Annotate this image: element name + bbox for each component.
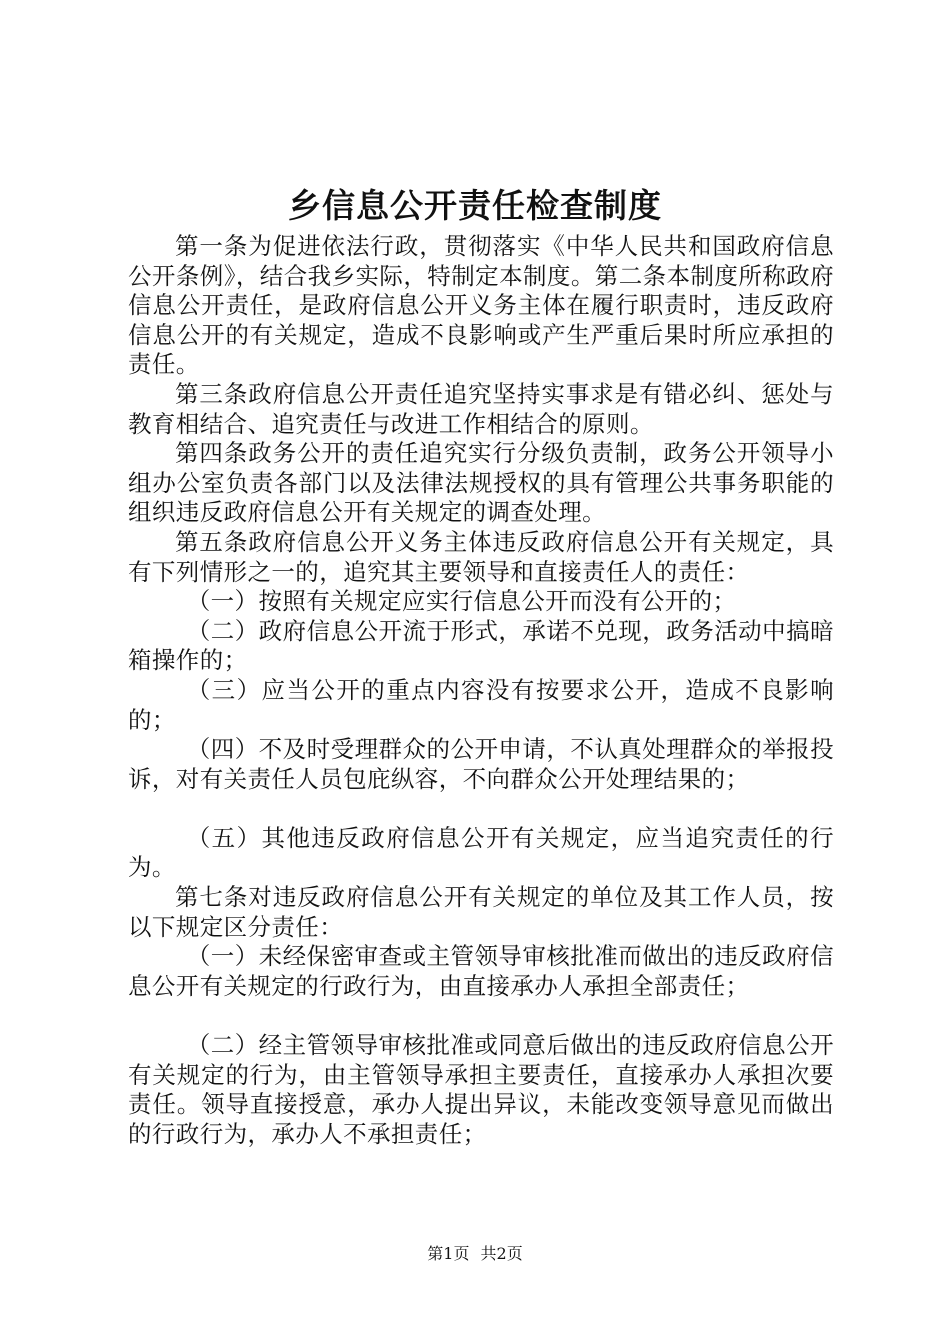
page-footer <box>0 1244 950 1264</box>
list-item: （五）其他违反政府信息公开有关规定，应当追究责任的行为。 <box>128 823 834 882</box>
paragraph: 第三条政府信息公开责任追究坚持实事求是有错必纠、惩处与教育相结合、追究责任与改进工作相结合的原则。 <box>128 379 834 438</box>
list-item: （一）按照有关规定应实行信息公开而没有公开的； <box>186 587 737 616</box>
blank-line <box>128 794 834 824</box>
paragraph: 第四条政务公开的责任追究实行分级负责制，政务公开领导小组办公室负责各部门以及法律法规授权的具有管理公共事务职能的组织违反政府信息公开有关规定的调查处理。 <box>128 439 834 527</box>
blank-line <box>128 1001 834 1031</box>
paragraph: 第五条政府信息公开义务主体违反政府信息公开有关规定，具有下列情形之一的，追究其主要领导和直接责任人的责任： <box>128 527 834 586</box>
list-item: （二）经主管领导审核批准或同意后做出的违反政府信息公开有关规定的行为，由主管领导承担主要责任，直接承办人承担次要责任。领导直接授意，承办人提出异议，未能改变领导意见而做出的行政行为，承办人不承担责任； <box>128 1031 834 1148</box>
list-item: （四）不及时受理群众的公开申请，不认真处理群众的举报投诉，对有关责任人员包庇纵容，不向群众公开处理结果的； <box>128 735 834 793</box>
list-item: （二）政府信息公开流于形式，承诺不兑现，政务活动中搞暗箱操作的； <box>128 616 834 675</box>
page-number: 第1页 <box>427 1244 470 1263</box>
document-title: 乡信息公开责任检查制度 <box>288 186 662 225</box>
page-total: 共2页 <box>480 1244 523 1263</box>
paragraph: 第七条对违反政府信息公开有关规定的单位及其工作人员，按以下规定区分责任： <box>128 883 834 941</box>
list-item: （三）应当公开的重点内容没有按要求公开，造成不良影响的； <box>128 675 834 734</box>
document-body <box>128 232 834 1149</box>
list-item: （一）未经保密审查或主管领导审核批准而做出的违反政府信息公开有关规定的行政行为，由直接承办人承担全部责任； <box>128 942 834 1000</box>
paragraph: 第一条为促进依法行政，贯彻落实《中华人民共和国政府信息公开条例》，结合我乡实际，特制定本制度。第二条本制度所称政府信息公开责任，是政府信息公开义务主体在履行职责时，违反政府信息公开的有关规定，造成不良影响或产生严重后果时所应承担的责任。 <box>128 232 834 379</box>
